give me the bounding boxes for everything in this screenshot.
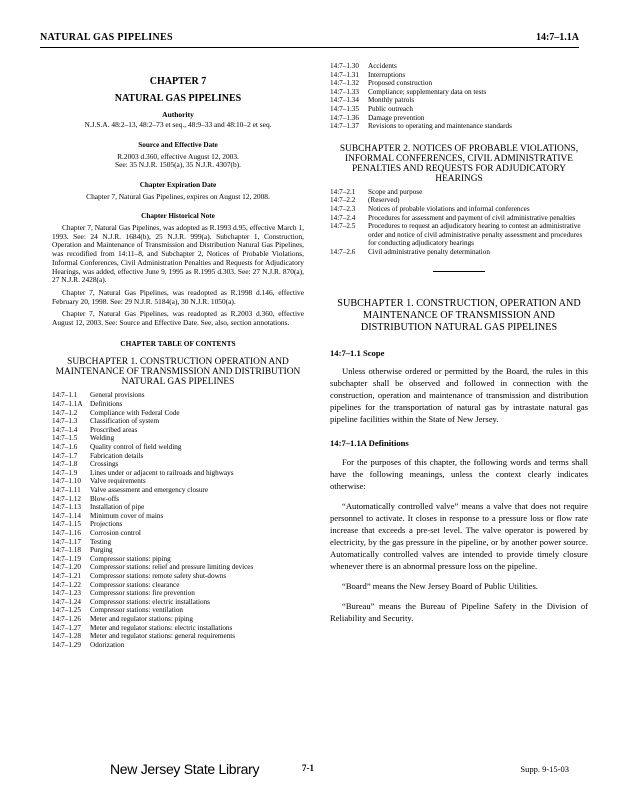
toc-entry-title: Purging	[90, 546, 113, 555]
toc-entry	[52, 624, 304, 633]
toc-entry	[52, 520, 304, 529]
toc-entry-number: 14:7–1.20	[52, 563, 81, 572]
toc-entry-number: 14:7–1.13	[52, 503, 81, 512]
toc-entry-title: Monthly patrols	[368, 96, 415, 105]
toc-entry-title: Accidents	[368, 62, 397, 70]
toc-entry	[330, 96, 588, 105]
toc-entry-number: 14:7–1.12	[52, 494, 81, 503]
toc-entry-number: 14:7–1.29	[52, 640, 81, 649]
toc-subchapter-2-list	[330, 188, 588, 257]
expiration-text: Chapter 7, Natural Gas Pipelines, expires on August 12, 2008.	[86, 191, 270, 201]
toc-entry-title: Civil administrative penalty determination	[368, 247, 490, 256]
history-paragraph-3: Chapter 7, Natural Gas Pipelines, was readopted as R.2003 d.360, effective August 12, 2003. See: Source and Effective Date. See, also, section annotations.	[52, 309, 304, 328]
toc-entry	[52, 477, 304, 486]
toc-entry-title: Minimum cover of mains	[90, 511, 164, 520]
toc-entry-number: 14:7–1.37	[330, 122, 359, 131]
toc-entry-title: Compliance; supplementary data on tests	[368, 87, 487, 96]
toc-entry-number: 14:7–1.18	[52, 546, 81, 555]
toc-entry-title: Projections	[90, 520, 123, 529]
toc-entry-title: Interruptions	[368, 70, 406, 79]
toc-entry-number: 14:7–1.21	[52, 571, 81, 580]
toc-entry-number: 14:7–1.31	[330, 70, 359, 79]
toc-entry	[52, 400, 304, 409]
definition-automatic-valve: “Automatically controlled valve” means a valve that does not require personnel to activate. It closes in response to a pressure loss or flow rate increase that exceeds a pre-set level. The valve operator is powered by electricity, by the gas pressure in the pipeline, or by another power source. Automatically controlled valves are intended to provide timely closure whenever there is an abnormal pressure loss on the pipeline.	[330, 501, 588, 572]
toc-entry-title: (Reserved)	[368, 196, 400, 205]
toc-entry-title: Lines under or adjacent to railroads and highways	[90, 468, 234, 477]
toc-entry	[52, 460, 304, 469]
toc-entry-title: Public outreach	[368, 104, 413, 113]
page-number: 7-1	[302, 763, 314, 773]
toc-entry	[52, 581, 304, 590]
toc-entry-title: Compressor stations: electric installations	[90, 597, 210, 606]
toc-entry-title: Procedures for assessment and payment of civil administrative penalties	[368, 213, 576, 222]
toc-entry	[52, 486, 304, 495]
toc-entry-number: 14:7–1.19	[52, 554, 81, 563]
toc-entry-number: 14:7–1.28	[52, 632, 81, 641]
toc-entry	[330, 188, 588, 197]
toc-entry-number: 14:7–2.3	[330, 204, 356, 213]
toc-entry	[330, 114, 588, 123]
toc-entry	[330, 88, 588, 97]
toc-entry	[52, 632, 304, 641]
toc-entry	[52, 555, 304, 564]
toc-entry-number: 14:7–1.8	[52, 460, 78, 469]
supplement-date: Supp. 9-15-03	[520, 764, 569, 774]
toc-entry-number: 14:7–1.25	[52, 606, 81, 615]
toc-entry-title: Quality control of field welding	[90, 443, 182, 452]
running-header	[40, 32, 579, 46]
toc-entry	[330, 122, 588, 131]
toc-entry-title: Compressor stations: remote safety shut-downs	[90, 571, 227, 580]
toc-entry	[52, 426, 304, 435]
toc-entry-title: Compressor stations: ventilation	[90, 606, 184, 615]
toc-entry-number: 14:7–1.33	[330, 87, 359, 96]
toc-entry	[52, 598, 304, 607]
toc-entry	[52, 503, 304, 512]
toc-entry-number: 14:7–1.35	[330, 104, 359, 113]
toc-entry-number: 14:7–1.17	[52, 537, 81, 546]
toc-entry-number: 14:7–1.1A	[52, 400, 83, 409]
toc-entry-title: Valve assessment and emergency closure	[90, 486, 209, 494]
toc-entry	[330, 214, 588, 223]
right-column	[330, 62, 588, 624]
toc-entry-number: 14:7–1.5	[52, 434, 78, 443]
toc-entry	[52, 563, 304, 572]
history-paragraph-2: Chapter 7, Natural Gas Pipelines, was readopted as R.1998 d.146, effective February 20, 1998. See: 29 N.J.R. 5184(a), 30 N.J.R. 1050(a).	[52, 287, 304, 306]
toc-entry-number: 14:7–1.24	[52, 597, 81, 606]
toc-entry-number: 14:7–1.36	[330, 113, 359, 122]
toc-entry	[52, 409, 304, 418]
toc-entry	[330, 248, 588, 257]
toc-entry-number: 14:7–1.3	[52, 417, 78, 426]
toc-entry-title: Revisions to operating and maintenance standards	[368, 122, 512, 131]
subchapter-1-heading: SUBCHAPTER 1. CONSTRUCTION, OPERATION AND MAINTENANCE OF TRANSMISSION AND DISTRIBUTION NATURAL GAS PIPELINES	[337, 297, 581, 334]
authority-heading: Authority	[162, 110, 194, 120]
toc-entry-number: 14:7–1.14	[52, 511, 81, 520]
authority-text: N.J.S.A. 48:2–13, 48:2–73 et seq., 48:9–33 and 48:10–2 et seq.	[84, 120, 272, 130]
header-section: 14:7–1.1A	[535, 32, 579, 43]
chapter-name: NATURAL GAS PIPELINES	[114, 92, 242, 104]
header-title: NATURAL GAS PIPELINES	[40, 32, 173, 43]
toc-entry	[52, 606, 304, 615]
toc-entry-title: Procedures to request an adjudicatory hearing to contest an administrative order and notice of civil administrative penalty assessment and procedures for conducting adjudicatory hearings	[368, 222, 583, 248]
toc-entry-number: 14:7–1.2	[52, 408, 78, 417]
section-divider	[433, 271, 485, 272]
toc-entry-number: 14:7–1.34	[330, 96, 359, 105]
library-stamp: New Jersey State Library	[110, 761, 260, 777]
toc-entry-number: 14:7–2.5	[330, 222, 356, 231]
toc-entry-number: 14:7–1.30	[330, 62, 359, 70]
chapter-number: CHAPTER 7	[149, 76, 207, 87]
toc-subchapter-1-title: SUBCHAPTER 1. CONSTRUCTION OPERATION AND MAINTENANCE OF TRANSMISSION AND DISTRIBUTION NATURAL GAS PIPELINES	[55, 357, 301, 388]
toc-entry	[52, 529, 304, 538]
toc-entry	[52, 615, 304, 624]
source-heading: Source and Effective Date	[138, 140, 218, 149]
toc-entry-title: Proscribed areas	[90, 425, 138, 434]
toc-entry-title: Proposed construction	[368, 79, 433, 88]
toc-entry-number: 14:7–1.11	[52, 486, 81, 494]
toc-entry-number: 14:7–2.4	[330, 213, 356, 222]
scope-heading: 14:7–1.1 Scope	[330, 347, 385, 358]
toc-entry-title: Installation of pipe	[90, 503, 145, 512]
source-line-1: R.2003 d.360, effective August 12, 2003.	[117, 151, 239, 161]
toc-entry-title: Testing	[90, 537, 112, 546]
toc-entry-title: Odorization	[90, 640, 125, 649]
definitions-heading: 14:7–1.1A Definitions	[330, 438, 409, 449]
toc-entry	[330, 196, 588, 205]
definition-board: “Board” means the New Jersey Board of Public Utilities.	[342, 581, 538, 592]
toc-entry	[52, 469, 304, 478]
toc-entry-number: 14:7–1.7	[52, 451, 78, 460]
toc-entry	[330, 62, 588, 71]
toc-entry-title: Valve requirements	[90, 477, 146, 486]
toc-entry-number: 14:7–1.1	[52, 391, 78, 400]
toc-entry-title: Crossings	[90, 460, 119, 469]
toc-entry	[52, 546, 304, 555]
definition-bureau: “Bureau” means the Bureau of Pipeline Safety in the Division of Reliability and Security.	[330, 601, 588, 624]
toc-heading: CHAPTER TABLE OF CONTENTS	[120, 338, 236, 348]
toc-entry-title: Damage prevention	[368, 113, 425, 122]
toc-entry	[52, 434, 304, 443]
left-column	[52, 62, 304, 649]
toc-entry	[330, 105, 588, 114]
toc-entry-title: General provisions	[90, 391, 145, 400]
toc-entry	[52, 589, 304, 598]
toc-entry-number: 14:7–1.26	[52, 614, 81, 623]
toc-entry-title: Definitions	[90, 400, 123, 409]
toc-entry-number: 14:7–1.6	[52, 443, 78, 452]
toc-entry	[52, 512, 304, 521]
toc-entry-title: Fabrication details	[90, 451, 144, 460]
toc-entry	[52, 391, 304, 400]
header-rule	[40, 47, 579, 48]
toc-entry-title: Blow-offs	[90, 494, 120, 503]
toc-entry-number: 14:7–1.23	[52, 589, 81, 598]
toc-entry-title: Classification of system	[90, 417, 160, 426]
toc-entry	[330, 71, 588, 80]
toc-subchapter-2-title: SUBCHAPTER 2. NOTICES OF PROBABLE VIOLATIONS, INFORMAL CONFERENCES, CIVIL ADMINISTRATIVE PENALTIES AND REQUESTS FOR ADJUDICATORY HEARINGS	[339, 143, 579, 184]
toc-entry-title: Welding	[90, 434, 115, 443]
toc-entry	[52, 495, 304, 504]
toc-entry-number: 14:7–2.1	[330, 187, 356, 196]
scope-text: Unless otherwise ordered or permitted by the Board, the rules in this subchapter shall be observed and followed in connection with the construction, operation and maintenance of transmission and distribution pipelines for the transportation of natural gas by intrastate natural gas pipeline facilities within the State of New Jersey.	[330, 366, 588, 425]
toc-entry-number: 14:7–2.2	[330, 196, 356, 205]
toc-entry-number: 14:7–2.6	[330, 247, 356, 256]
toc-entry-number: 14:7–1.15	[52, 520, 81, 529]
toc-entry	[330, 79, 588, 88]
toc-entry-title: Compliance with Federal Code	[90, 408, 180, 417]
toc-subchapter-1-list	[52, 391, 304, 649]
history-heading: Chapter Historical Note	[141, 212, 215, 221]
source-line-2: See: 35 N.J.R. 1505(a), 35 N.J.R. 4307(b).	[114, 160, 242, 170]
toc-entry	[52, 443, 304, 452]
toc-entry-title: Meter and regulator stations: piping	[90, 614, 193, 623]
toc-entry	[330, 222, 588, 248]
toc-entry-title: Meter and regulator stations: general requirements	[90, 632, 236, 641]
toc-entry-number: 14:7–1.9	[52, 468, 78, 477]
toc-subchapter-1-continued	[330, 62, 588, 131]
toc-entry	[52, 452, 304, 461]
toc-entry-title: Meter and regulator stations: electric installations	[90, 623, 233, 632]
toc-entry-title: Compressor stations: relief and pressure limiting devices	[90, 563, 254, 572]
toc-entry-title: Scope and purpose	[368, 187, 423, 196]
history-paragraph-1: Chapter 7, Natural Gas Pipelines, was adopted as R.1993 d.95, effective March 1, 1993. See: 24 N.J.R. 1684(b), 25 N.J.R. 999(a). Subchapter 1, Construction, Operation and Maintenance of Transmission and Distribution Natural Gas Pipelines, was recodified from 14:11–8, and Subchapter 2, Notices of Probable Violations, Informal Conferences, Civil Administration Penalties and Requests for Adjudicatory Hearings, was added, effective June 9, 1995 as R.1995 d.303. See: 27 N.J.R. 870(a), 27 N.J.R. 2428(a).	[52, 223, 304, 285]
expiration-heading: Chapter Expiration Date	[139, 180, 217, 189]
toc-entry-title: Compressor stations: piping	[90, 554, 171, 563]
toc-entry-number: 14:7–1.27	[52, 623, 81, 632]
toc-entry	[52, 538, 304, 547]
toc-entry-number: 14:7–1.4	[52, 425, 78, 434]
toc-entry	[330, 205, 588, 214]
toc-entry-title: Corrosion control	[90, 528, 141, 537]
toc-entry-title: Notices of probable violations and informal conferences	[368, 204, 530, 213]
toc-entry-number: 14:7–1.32	[330, 79, 359, 88]
toc-entry-title: Compressor stations: clearance	[90, 580, 180, 589]
toc-entry	[52, 417, 304, 426]
toc-entry	[52, 572, 304, 581]
toc-entry-number: 14:7–1.22	[52, 580, 81, 589]
toc-entry-title: Compressor stations: fire prevention	[90, 589, 195, 598]
toc-entry	[52, 641, 304, 650]
definitions-intro: For the purposes of this chapter, the following words and terms shall have the following meanings, unless the context clearly indicates otherwise:	[330, 457, 588, 492]
page-footer	[0, 761, 619, 785]
toc-entry-number: 14:7–1.16	[52, 528, 81, 537]
toc-entry-number: 14:7–1.10	[52, 477, 81, 486]
